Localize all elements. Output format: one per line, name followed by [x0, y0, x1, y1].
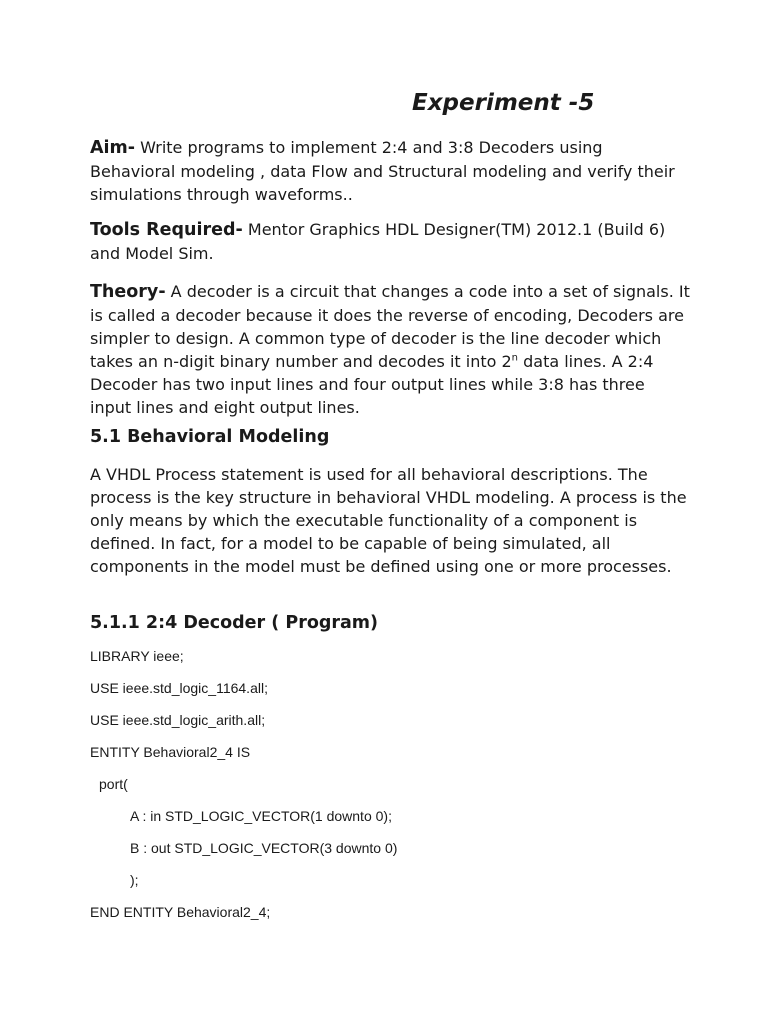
- tools-label: Tools Required-: [90, 220, 243, 240]
- tools-text: Mentor Graphics HDL Designer(TM) 2012.1 (Build 6) and Model Sim.: [90, 220, 666, 263]
- tools-paragraph: [90, 218, 690, 265]
- code-line-2: USE ieee.std_logic_1164.all;: [90, 680, 268, 696]
- code-line-3: USE ieee.std_logic_arith.all;: [90, 712, 266, 728]
- theory-text-1: A decoder is a circuit that changes a code into a set of signals. It is called a decoder because it does the reverse of encoding, Decoders are simpler to design. A common type of decoder is the line decoder which takes an n-digit binary number and decodes it into 2: [90, 282, 690, 371]
- section-heading-behavioral: 5.1 Behavioral Modeling: [90, 427, 330, 447]
- theory-text-2: data lines. A 2:4 Decoder has two input lines and four output lines while 3:8 has three input lines and eight output lines.: [90, 352, 654, 417]
- theory-label: Theory-: [90, 282, 166, 302]
- behavioral-paragraph: A VHDL Process statement is used for all behavioral descriptions. The process is the key structure in behavioral VHDL modeling. A process is the only means by which the executable functionality of a component is defined. In fact, for a model to be capable of being simulated, all components in the model must be defined using one or more processes.: [90, 465, 687, 576]
- code-line-9: END ENTITY Behavioral2_4;: [90, 904, 271, 920]
- code-line-1: LIBRARY ieee;: [90, 648, 184, 664]
- theory-paragraph: [90, 280, 690, 419]
- section-heading-program: 5.1.1 2:4 Decoder ( Program): [90, 613, 379, 633]
- aim-label: Aim-: [90, 138, 136, 158]
- code-line-4: ENTITY Behavioral2_4 IS: [90, 744, 251, 760]
- aim-text: Write programs to implement 2:4 and 3:8 Decoders using Behavioral modeling , data Flow and Structural modeling and verify their simulations through waveforms..: [90, 138, 675, 204]
- theory-superscript: n: [511, 352, 519, 364]
- code-line-6: A : in STD_LOGIC_VECTOR(1 downto 0);: [130, 808, 392, 824]
- code-line-5: port(: [99, 776, 128, 792]
- aim-paragraph: [90, 136, 690, 206]
- code-line-8: );: [130, 872, 139, 888]
- page-title: Experiment -5: [412, 90, 595, 116]
- code-line-7: B : out STD_LOGIC_VECTOR(3 downto 0): [130, 840, 398, 856]
